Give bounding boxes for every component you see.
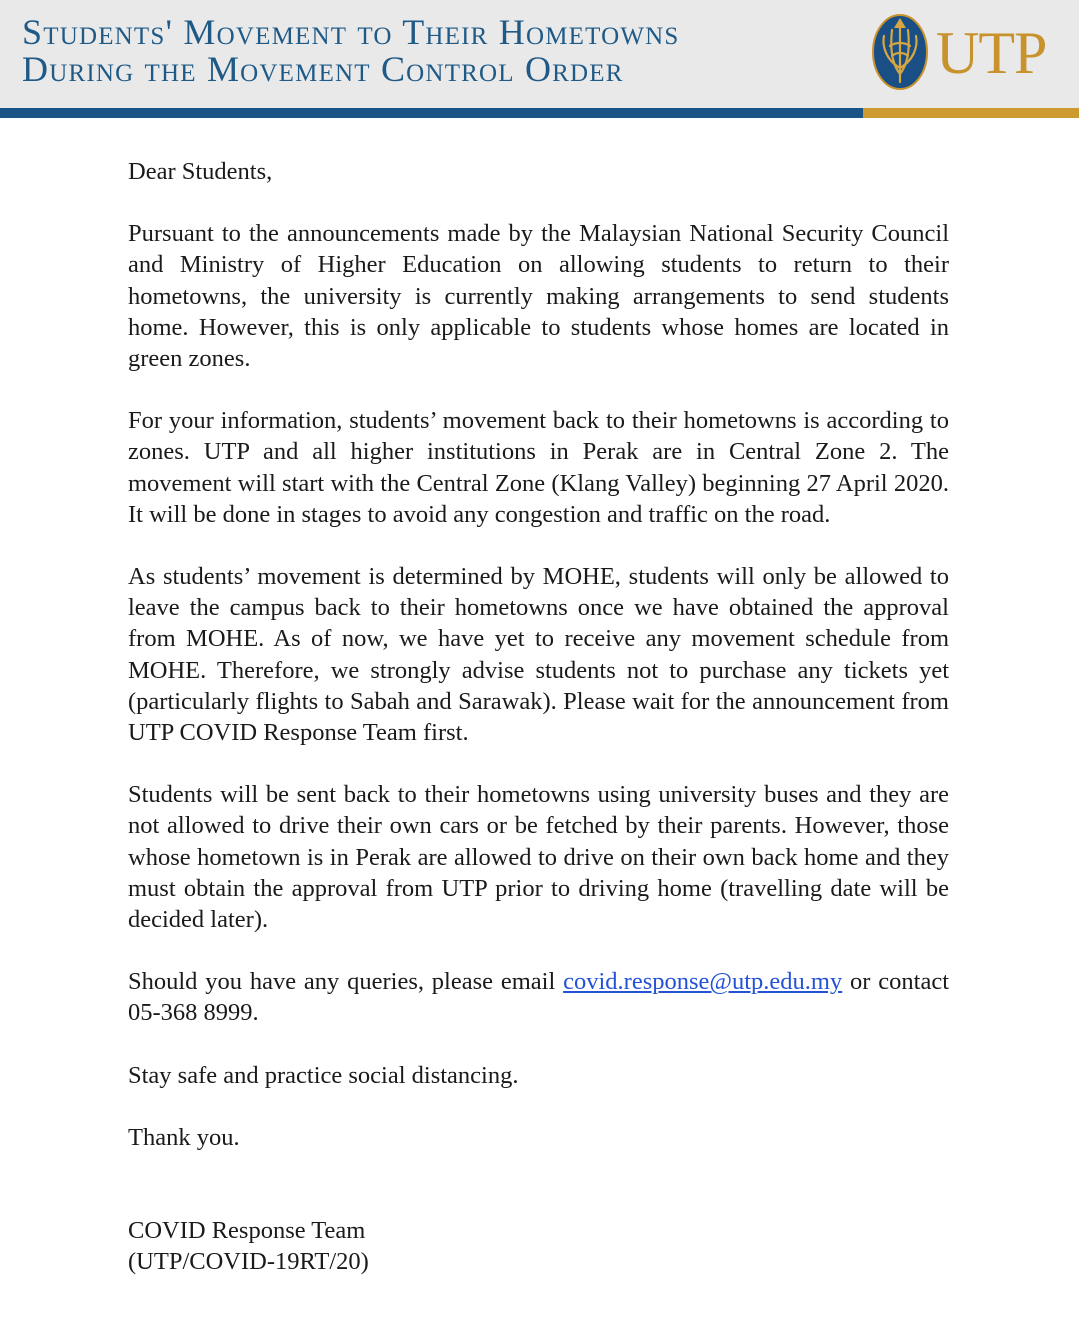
email-link[interactable]: covid.response@utp.edu.my bbox=[563, 968, 843, 996]
contact-text-after: or contact 05-368 8999. bbox=[128, 968, 950, 1027]
header-divider-blue bbox=[0, 108, 863, 118]
paragraph-4: Students will be sent back to their hometowns using university buses and they are not allowed to drive their own cars or be fetched by their parents. However, those whose hometown is in Perak are allowed to drive on their own back home and they must obtain the approval from UTP prior to driving home (travelling date will be decided later). bbox=[128, 781, 949, 934]
title-line-1: Students' Movement to Their Hometowns bbox=[22, 12, 680, 52]
header-divider-gold bbox=[863, 108, 1079, 118]
contact-text-before: Should you have any queries, please email bbox=[128, 968, 564, 996]
paragraph-5 bbox=[128, 966, 949, 1028]
utp-logo bbox=[870, 12, 1070, 92]
title-line-2: During the Movement Control Order bbox=[22, 49, 624, 89]
paragraph-2: For your information, students’ movement back to their hometowns is according to zones. UTP and all higher institutions in Perak are in Central Zone 2. The movement will start with the Central Zone (Klang Valley) beginning 27 April 2020. It will be done in stages to avoid any congestion and traffic on the road. bbox=[128, 407, 949, 528]
page-title bbox=[22, 14, 680, 88]
utp-emblem-icon bbox=[870, 12, 932, 92]
letter-body bbox=[128, 156, 949, 1184]
paragraph-3: As students’ movement is determined by MOHE, students will only be allowed to leave the campus back to their hometowns once we have obtained the approval from MOHE. As of now, we have yet to receive any movement schedule from MOHE. Therefore, we strongly advise students not to purchase any tickets yet (particularly flights to Sabah and Sarawak). Please wait for the announcement from UTP COVID Response Team first. bbox=[128, 563, 949, 747]
salutation: Dear Students, bbox=[128, 158, 273, 185]
paragraph-6: Stay safe and practice social distancing. bbox=[128, 1061, 519, 1089]
signature-line-1: COVID Response Team bbox=[128, 1217, 366, 1244]
signature-line-2: (UTP/COVID-19RT/20) bbox=[128, 1248, 369, 1276]
paragraph-1: Pursuant to the announcements made by the Malaysian National Security Council and Ministry of Higher Education on allowing students to return to their hometowns, the university is currently making arrangements to send students home. However, this is only applicable to students whose homes are located in green zones. bbox=[128, 220, 949, 373]
paragraph-7: Thank you. bbox=[128, 1123, 240, 1151]
signature-block bbox=[128, 1215, 369, 1277]
logo-wordmark: UTP bbox=[936, 20, 1047, 86]
letterhead-header bbox=[0, 0, 1079, 108]
